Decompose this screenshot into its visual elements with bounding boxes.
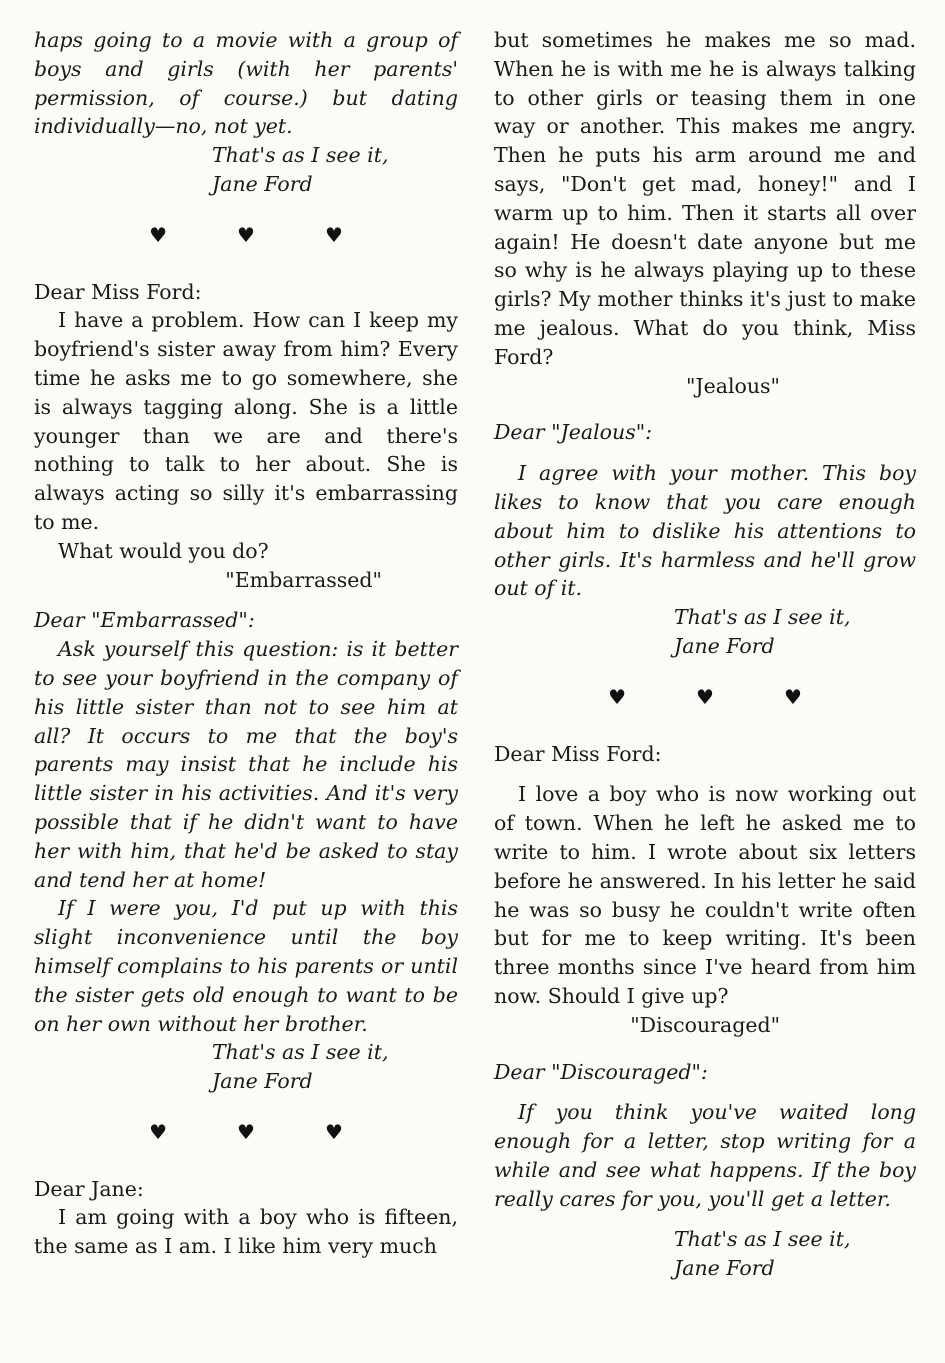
right-column xyxy=(494,26,916,1283)
reply-2-body: I agree with your mother. This boy likes to know that you care enough about him to dislike his attentions to other girls. It's harmless and he'll grow out of it. xyxy=(494,461,916,601)
salutation-2: Dear Jane: xyxy=(34,1176,144,1201)
reply-1-salutation: Dear "Embarrassed": xyxy=(34,608,255,633)
signature-name-3: Jane Ford xyxy=(674,633,775,658)
heart-icon: ♥ xyxy=(237,222,255,247)
left-column xyxy=(34,26,458,1261)
signature-name-2: Jane Ford xyxy=(212,1069,313,1094)
heart-icon: ♥ xyxy=(237,1119,255,1144)
heart-icon: ♥ xyxy=(608,684,627,709)
heart-divider-2 xyxy=(34,1118,458,1147)
reply-2-salutation: Dear "Jealous": xyxy=(494,420,653,445)
heart-divider-3 xyxy=(494,683,916,712)
heart-icon: ♥ xyxy=(324,222,343,247)
salutation-1: Dear Miss Ford: xyxy=(34,279,202,304)
signature-line-1: That's as I see it, xyxy=(212,143,389,168)
heart-icon: ♥ xyxy=(149,1119,168,1144)
reply-1-advice: If I were you, I'd put up with this slight inconvenience until the boy himself complains to his parents or until the sister gets old enough to want to be on her own without her brother. xyxy=(34,896,458,1036)
letter-3-body: I love a boy who is now working out of town. When he left he asked me to write to him. I wrote about six letters before he answered. In his letter he said he was so busy he couldn't write often but for me to keep writing. It's been three months since I've heard from him now. Should I give up? xyxy=(494,782,916,1008)
signature-name-1: Jane Ford xyxy=(212,171,313,196)
pen-name-1: "Embarrassed" xyxy=(225,567,382,592)
letter-1-question: What would you do? xyxy=(58,538,269,563)
letter-1-body: I have a problem. How can I keep my boyfriend's sister away from him? Every time he asks me to go somewhere, she is always tagging along. She is a little younger than we are and there's nothing to talk to her about. She is always acting so silly it's embarrassing to me. xyxy=(34,308,458,534)
heart-divider-1 xyxy=(34,221,458,250)
heart-icon: ♥ xyxy=(696,684,714,709)
signature-line-2: That's as I see it, xyxy=(212,1040,389,1065)
signature-name-4: Jane Ford xyxy=(674,1256,775,1281)
pen-name-2: "Jealous" xyxy=(685,373,780,398)
heart-icon: ♥ xyxy=(324,1119,343,1144)
pen-name-3: "Discouraged" xyxy=(630,1012,780,1037)
continued-reply-text: haps going to a movie with a group of boys and girls (with her parents' permission, of course.) but dating individually—no, not yet. xyxy=(34,28,458,139)
salutation-3: Dear Miss Ford: xyxy=(494,741,662,766)
letter-2-body-continued: but sometimes he makes me so mad. When he is with me he is always talking to other girls or teasing them in one way or another. This makes me angry. Then he puts his arm around me and says, "Don't get mad, honey!" and I warm up to him. Then it starts all over again! He doesn't date anyone but me so why is he always playing up to these girls? My mother thinks it's just to make me jealous. What do you think, Miss Ford? xyxy=(494,28,916,369)
heart-icon: ♥ xyxy=(149,222,168,247)
signature-line-4: That's as I see it, xyxy=(674,1227,851,1252)
signature-line-3: That's as I see it, xyxy=(674,605,851,630)
heart-icon: ♥ xyxy=(783,684,802,709)
letter-2-body-start: I am going with a boy who is fifteen, the same as I am. I like him very much xyxy=(34,1205,458,1259)
reply-1-body: Ask yourself this question: is it better to see your boyfriend in the company of his little sister than not to see him at all? It occurs to me that the boy's parents may insist that he include his little sister in his activities. And it's very possible that if he didn't want to have her with him, that he'd be asked to stay and tend her at home! xyxy=(34,637,458,892)
reply-3-body: If you think you've waited long enough for a letter, stop writing for a while and see what happens. If the boy really cares for you, you'll get a letter. xyxy=(494,1100,916,1211)
reply-3-salutation: Dear "Discouraged": xyxy=(494,1059,708,1084)
